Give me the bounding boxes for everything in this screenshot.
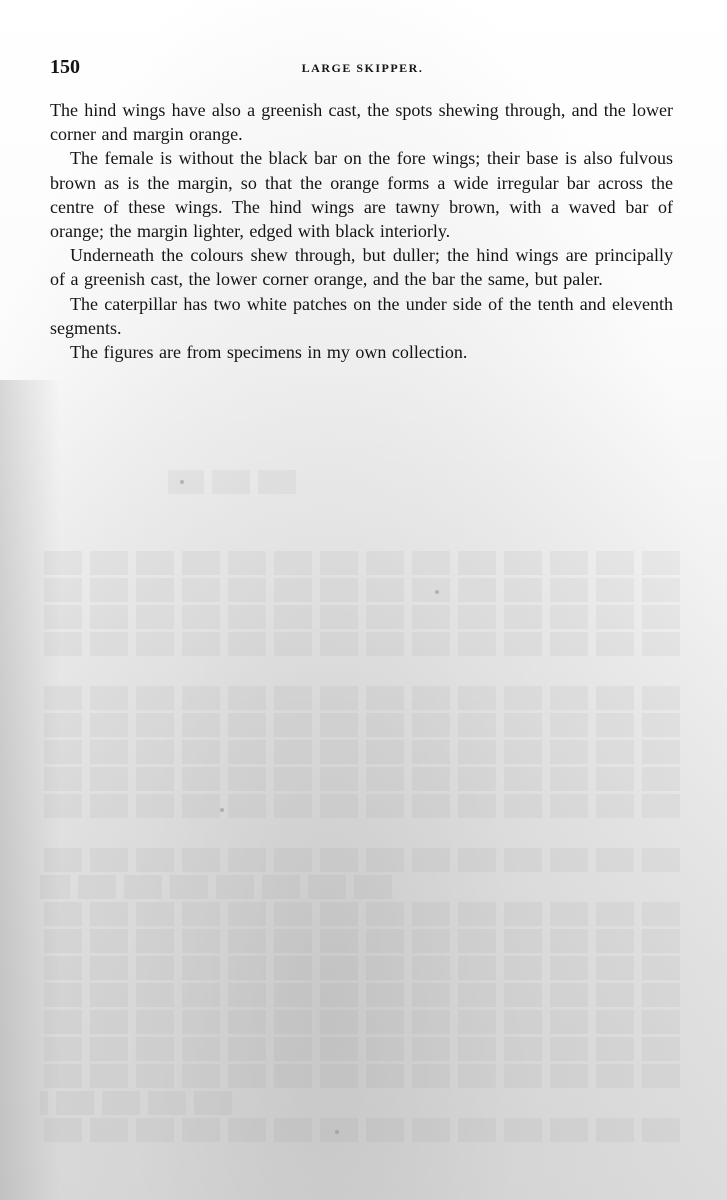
page-header (50, 56, 675, 82)
paper-speck (335, 1130, 339, 1134)
page-number: 150 (50, 56, 80, 78)
paper-speck (435, 590, 439, 594)
show-through-texture (40, 470, 680, 1170)
paragraph: The caterpillar has two white patches on the under side of the tenth and eleventh segments. (50, 293, 673, 338)
paragraph: Underneath the colours shew through, but duller; the hind wings are principally of a greenish cast, the lower corner orange, and the bar the same, but paler. (50, 245, 673, 290)
paper-speck (180, 480, 184, 484)
paragraph: The hind wings have also a greenish cast, the spots shewing through, and the lower corner and margin orange. (50, 100, 673, 145)
page-shadow (0, 380, 60, 1200)
body-text (50, 98, 673, 364)
running-head: LARGE SKIPPER. (301, 61, 424, 75)
paper-speck (220, 808, 224, 812)
paragraph: The female is without the black bar on the fore wings; their base is also fulvous brown as is the margin, so that the orange forms a wide irregular bar across the centre of these wings. The hind wings are tawny brown, with a waved bar of orange; the margin lighter, edged with black interiorly. (50, 148, 673, 242)
paragraph: The figures are from specimens in my own collection. (70, 342, 468, 363)
